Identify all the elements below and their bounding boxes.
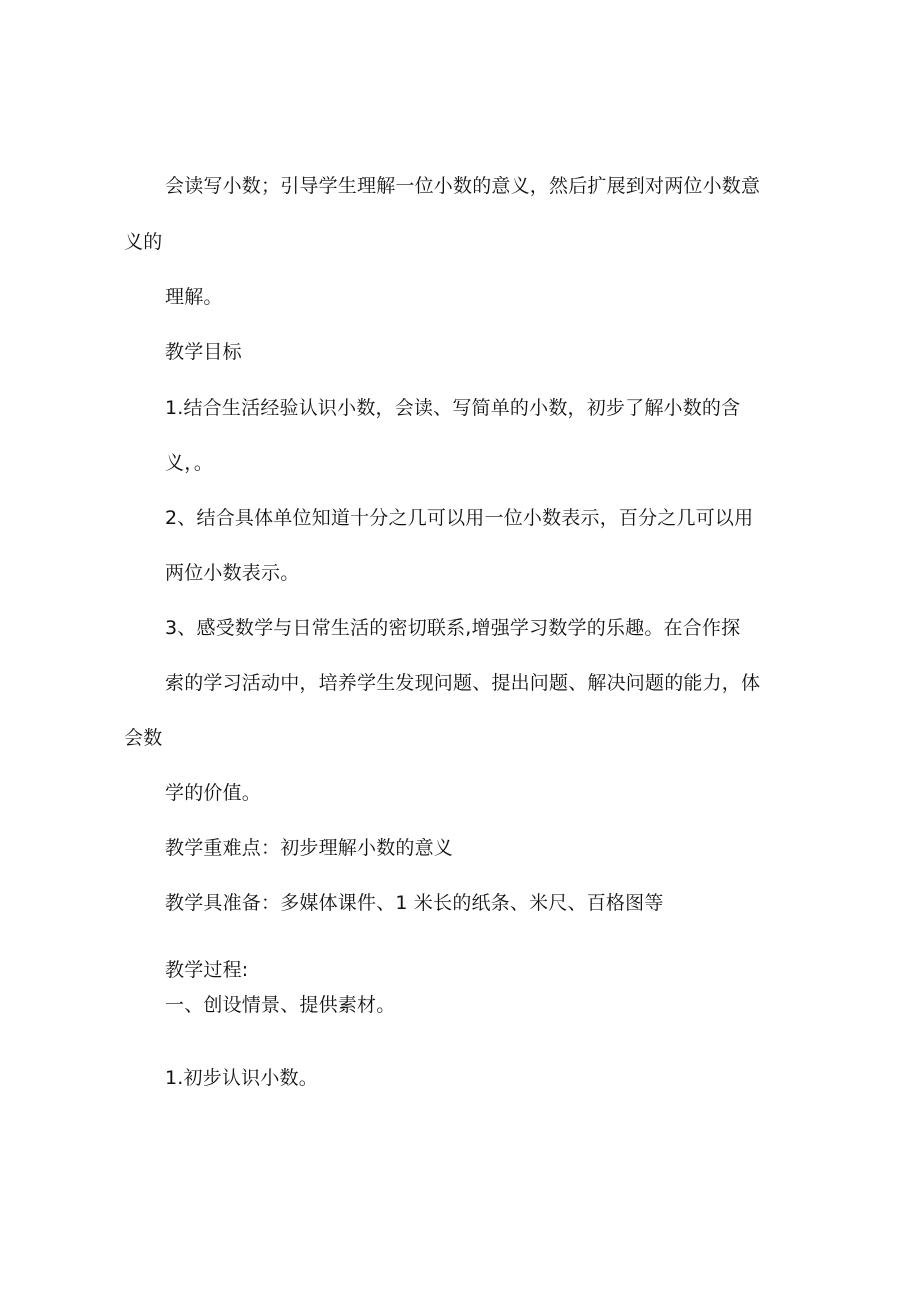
goal-3-line-2: 索的学习活动中，培养学生发现问题、提出问题、解决问题的能力，体 [165, 672, 761, 694]
paragraph-line-intro-end: 理解。 [165, 286, 223, 308]
goal-2-line: 2、结合具体单位知道十分之几可以用一位小数表示，百分之几可以用 [165, 507, 754, 529]
goal-2-line-end: 两位小数表示。 [165, 562, 300, 584]
process-step-1-heading: 一、创设情景、提供素材。 [165, 994, 396, 1016]
goal-3-line-wrap: 会数 [124, 727, 163, 749]
goal-3-line: 3、感受数学与日常生活的密切联系,增强学习数学的乐趣。在合作探 [165, 617, 741, 639]
section-heading-goals: 教学目标 [165, 341, 242, 363]
section-heading-process: 教学过程: [165, 959, 249, 981]
key-difficulty-line: 教学重难点：初步理解小数的意义 [165, 837, 454, 859]
goal-1-line: 1.结合生活经验认识小数，会读、写简单的小数，初步了解小数的含 [165, 397, 741, 419]
paragraph-line-intro-wrap: 义的 [124, 231, 163, 253]
teaching-materials-line: 教学具准备：多媒体课件、1 米长的纸条、米尺、百格图等 [165, 892, 664, 914]
goal-3-line-end: 学的价值。 [165, 782, 262, 804]
goal-1-line-end: 义，。 [165, 452, 214, 474]
process-step-1-item: 1.初步认识小数。 [165, 1067, 318, 1089]
paragraph-line-intro: 会读写小数；引导学生理解一位小数的意义，然后扩展到对两位小数意 [165, 175, 761, 197]
